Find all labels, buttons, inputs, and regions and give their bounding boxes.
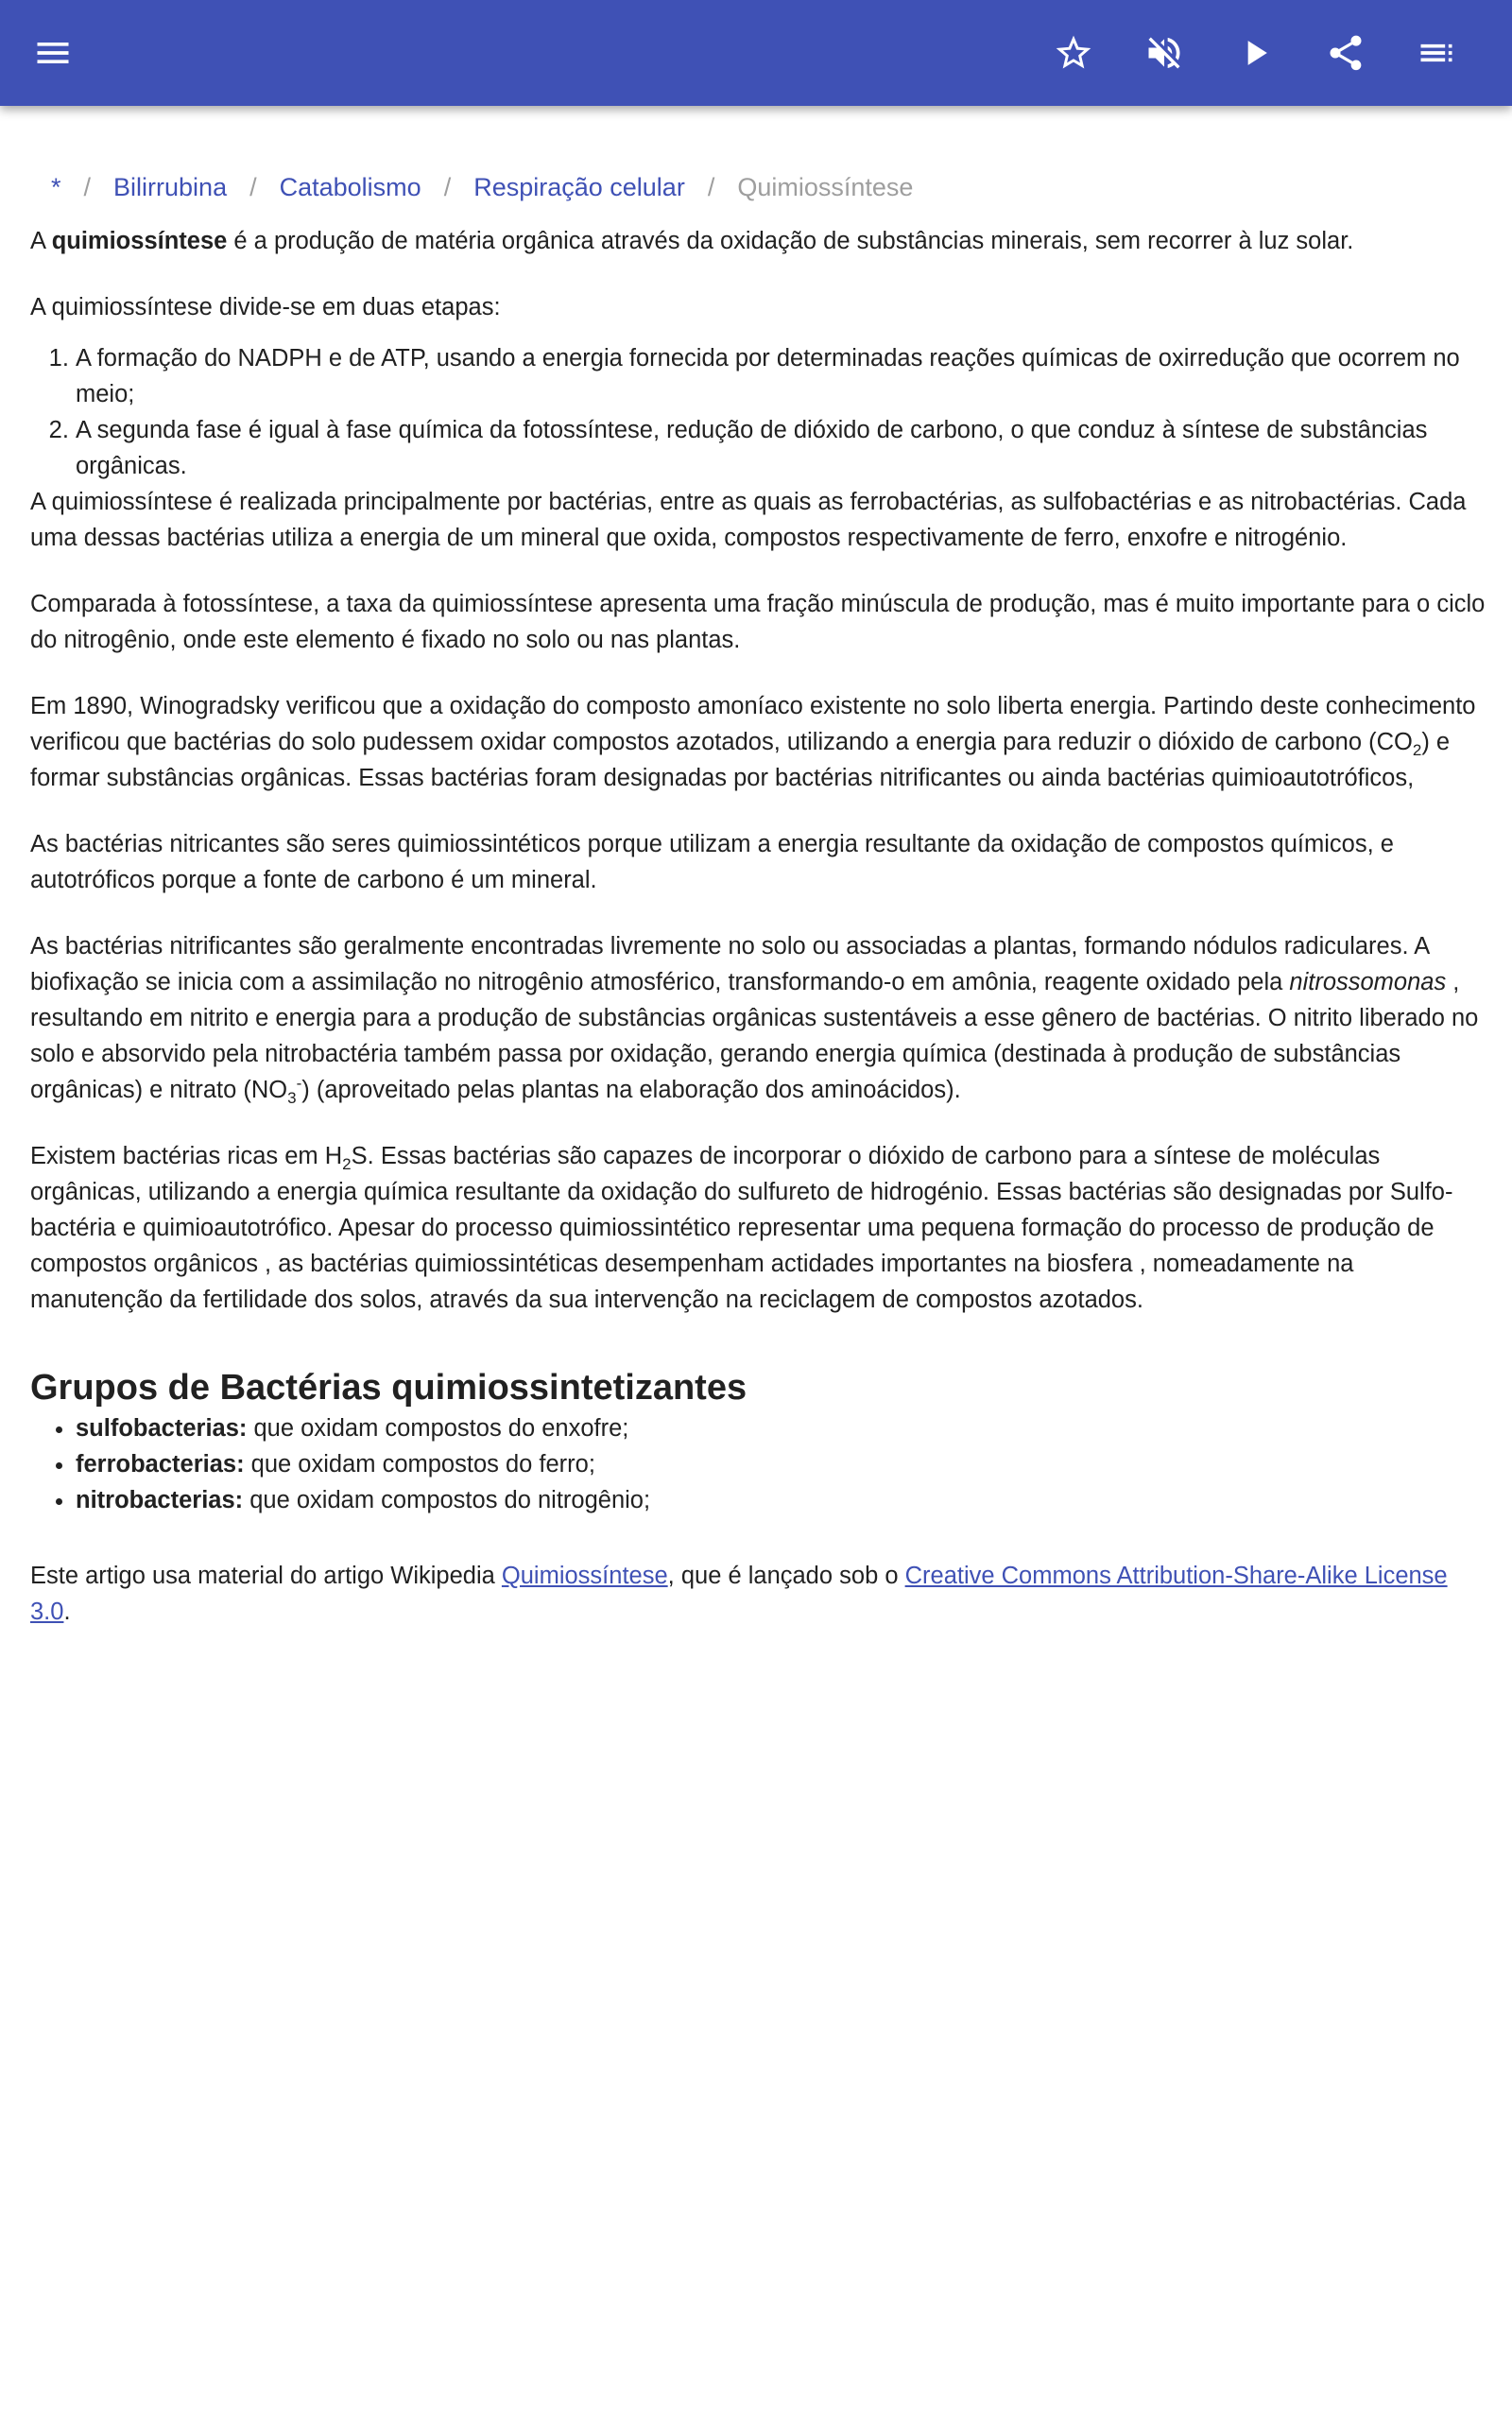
superscript: - xyxy=(296,1074,302,1093)
text: Existem bactérias ricas em H xyxy=(30,1143,343,1169)
steps-list xyxy=(30,340,1486,484)
attribution xyxy=(30,1558,1486,1630)
text: Este artigo usa material do artigo Wikipedia xyxy=(30,1563,502,1589)
app-toolbar xyxy=(0,0,1512,106)
paragraph: A quimiossíntese é realizada principalmente por bactérias, entre as quais as ferrobactérias, as sulfobactérias e as nitrobactérias. Cada uma dessas bactérias utiliza a energia de um mineral que oxida, compostos respectivamente de ferro, enxofre e nitrogénio. xyxy=(30,489,1467,551)
text: é a produção de matéria orgânica através da oxidação de substâncias minerais, sem recorrer à luz solar. xyxy=(227,228,1354,254)
list-item xyxy=(76,1410,1486,1446)
breadcrumb xyxy=(51,151,1486,223)
text: que oxidam compostos do enxofre; xyxy=(247,1415,629,1442)
term-bold: sulfobacterias: xyxy=(76,1415,248,1442)
groups-list xyxy=(30,1410,1486,1518)
subscript: 2 xyxy=(1412,741,1422,760)
paragraph xyxy=(30,928,1486,1108)
breadcrumb-home[interactable]: * xyxy=(51,173,61,201)
paragraph: As bactérias nitricantes são seres quimiossintéticos porque utilizam a energia resultante da oxidação de compostos químicos, e autotróficos porque a fonte de carbono é um mineral. xyxy=(30,831,1394,893)
intro-paragraph xyxy=(30,223,1486,259)
breadcrumb-bilirrubina[interactable]: Bilirrubina xyxy=(113,173,228,201)
subscript: 3 xyxy=(287,1089,297,1108)
share-icon[interactable] xyxy=(1323,30,1368,76)
breadcrumb-separator: / xyxy=(443,173,452,201)
breadcrumb-separator: / xyxy=(83,173,92,201)
article xyxy=(30,151,1486,1660)
play-icon[interactable] xyxy=(1232,30,1278,76)
paragraph xyxy=(30,1138,1486,1318)
breadcrumb-separator: / xyxy=(249,173,257,201)
section-heading: Grupos de Bactérias quimiossintetizantes xyxy=(30,1368,747,1408)
list-item: 2. A segunda fase é igual à fase química da fotossíntese, redução de dióxido de carbono, o que conduz à síntese de substâncias orgânicas. xyxy=(76,412,1486,484)
breadcrumb-catabolismo[interactable]: Catabolismo xyxy=(279,173,421,201)
wikipedia-link[interactable]: Quimiossíntese xyxy=(501,1563,668,1589)
text: As bactérias nitrificantes são geralmente encontradas livremente no solo ou associadas a plantas, formando nódulos radiculares. A biofixação se inicia com a assimilação no nitrogênio atmosférico, transformando-o em amônia, reagente oxidado pela xyxy=(30,933,1429,995)
text: S. Essas bactérias são capazes de incorporar o dióxido de carbono para a síntese de moléculas orgânicas, utilizando a energia química resultante da oxidação do sulfureto de hidrogénio. Essas bactérias são designadas por Sulfo-bactéria e quimioautotrófico. Apesar do processo quimiossintético representar uma pequena formação do processo de produção de compostos orgânicos , as bactérias quimiossintéticas desempenham actidades importantes na biosfera , nomeadamente na manutenção da fertilidade dos solos, através da sua intervenção na reciclagem de compostos azotados. xyxy=(30,1143,1453,1313)
list-item xyxy=(76,1446,1486,1482)
italic-term: nitrossomonas xyxy=(1289,969,1447,995)
breadcrumb-separator: / xyxy=(707,173,715,201)
list-item: 1. A formação do NADPH e de ATP, usando a energia fornecida por determinadas reações químicas de oxirredução que ocorrem no meio; xyxy=(76,340,1486,412)
text: , resultando em nitrito e energia para a produção de substâncias orgânicas sustentáveis a esse gênero de bactérias. O nitrito liberado no solo e absorvido pela nitrobactéria também passa por oxidação, gerando energia química (destinada à produção de substâncias orgânicas) e nitrato (NO xyxy=(30,969,1479,1103)
star-icon[interactable] xyxy=(1051,30,1096,76)
playlist-icon[interactable] xyxy=(1414,30,1459,76)
text: ) (aproveitado pelas plantas na elaboração dos aminoácidos). xyxy=(301,1077,961,1103)
text: que oxidam compostos do nitrogênio; xyxy=(243,1487,651,1513)
text: , que é lançado sob o xyxy=(667,1563,905,1589)
license-link[interactable]: Creative Commons Attribution-Share-Alike License 3.0 xyxy=(30,1563,1448,1625)
subscript: 2 xyxy=(342,1155,352,1174)
mute-icon[interactable] xyxy=(1142,30,1187,76)
text: . xyxy=(63,1599,71,1625)
term-bold: ferrobacterias: xyxy=(76,1451,245,1478)
text: ) e formar substâncias orgânicas. Essas bactérias foram designadas por bactérias nitrificantes ou ainda bactérias quimioautotróficos, xyxy=(30,729,1451,791)
breadcrumb-respiracao-celular[interactable]: Respiração celular xyxy=(473,173,685,201)
breadcrumb-current: Quimiossíntese xyxy=(737,173,914,201)
term-bold: quimiossíntese xyxy=(51,228,228,254)
list-item xyxy=(76,1482,1486,1518)
menu-icon[interactable] xyxy=(30,30,76,76)
text: que oxidam compostos do ferro; xyxy=(244,1451,595,1478)
text: Em 1890, Winogradsky verificou que a oxidação do composto amoníaco existente no solo liberta energia. Partindo deste conhecimento verificou que bactérias do solo pudessem oxidar compostos azotados, utilizando a energia para reduzir o dióxido de carbono (CO xyxy=(30,693,1476,755)
paragraph: A quimiossíntese divide-se em duas etapas: xyxy=(30,294,501,320)
text: A xyxy=(30,228,52,254)
term-bold: nitrobacterias: xyxy=(76,1487,244,1513)
paragraph: Comparada à fotossíntese, a taxa da quimiossíntese apresenta uma fração minúscula de produção, mas é muito importante para o ciclo do nitrogênio, onde este elemento é fixado no solo ou nas plantas. xyxy=(30,591,1486,653)
paragraph xyxy=(30,688,1486,796)
